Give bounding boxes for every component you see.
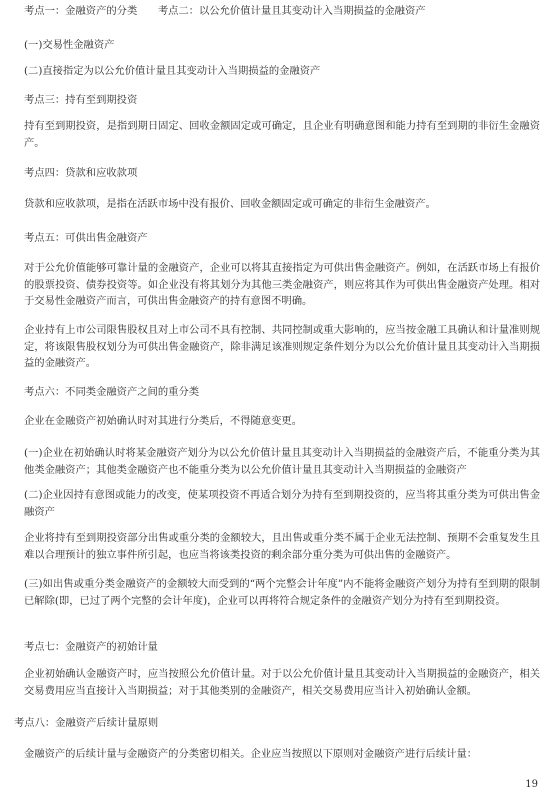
heading-points-1-2: 考点一：金融资产的分类 考点二：以公允价值计量且其变动计入当期损益的金融资产 [24,5,426,17]
paragraph-reclass-rule-3: (三)如出售或重分类金融资产的金额较大而受到的“两个完整会计年度”内不能将金融资产划分为持有至到期的限制已解除(即，已过了两个完整的会计年度)，企业可以再将符合规定条件的金融资产划分为持有至到期投资。 [24,578,540,607]
paragraph-loans-receivables: 贷款和应收款项，是指在活跃市场中没有报价、回收金额固定或可确定的非衍生金融资产。 [24,198,436,210]
paragraph-htm-sale: 企业将持有至到期投资部分出售或重分类的金额较大，且出售或重分类不属于企业无法控制、预期不会重复发生且难以合理预计的独立事件所引起，也应当将该类投资的剩余部分重分类为可供出售的金融资产。 [24,532,540,561]
item-trading-financial-assets: (一)交易性金融资产 [24,39,115,51]
heading-point-6: 考点六：不同类金融资产之间的重分类 [24,386,200,398]
paragraph-reclass-rule-1: (一)企业在初始确认时将某金融资产划分为以公允价值计量且其变动计入当期损益的金融资产后，不能重分类为其他类金融资产；其他类金融资产也不能重分类为以公允价值计量且其变动计入当期损益的金融资产 [24,447,540,476]
paragraph-no-arbitrary-change: 企业在金融资产初始确认时对其进行分类后，不得随意变更。 [24,415,303,427]
heading-point-3: 考点三：持有至到期投资 [24,94,138,106]
page-number: 19 [525,779,538,790]
paragraph-subsequent-measurement: 金融资产的后续计量与金融资产的分类密切相关。企业应当按照以下原则对金融资产进行后续计量： [24,748,478,760]
paragraph-afs-definition: 对于公允价值能够可靠计量的金融资产，企业可以将其直接指定为可供出售金融资产。例如，在活跃市场上有报价的股票投资、债券投资等。如企业没有将其划分为其他三类金融资产，则应将其作为可供出售金融资产处理。相对于交易性金融资产而言，可供出售金融资产的持有意图不明确。 [24,262,540,307]
paragraph-reclass-rule-2: (二)企业因持有意图或能力的改变，使某项投资不再适合划分为持有至到期投资的，应当将其重分类为可供出售金融资产 [24,489,540,518]
heading-point-8: 考点八：金融资产后续计量原则 [14,717,159,729]
paragraph-htm-definition: 持有至到期投资，是指到期日固定、回收金额固定或可确定，且企业有明确意图和能力持有至到期的非衍生金融资产。 [24,120,540,149]
paragraph-initial-measurement: 企业初始确认金融资产时，应当按照公允价值计量。对于以公允价值计量且其变动计入当期损益的金融资产，相关交易费用应当直接计入当期损益；对于其他类别的金融资产，相关交易费用应当计入初始确认金额。 [24,668,540,697]
heading-point-7: 考点七：金融资产的初始计量 [24,641,158,653]
heading-point-4: 考点四：贷款和应收款项 [24,167,138,179]
paragraph-restricted-shares: 企业持有上市公司限售股权且对上市公司不具有控制、共同控制或重大影响的，应当按金融工具确认和计量准则规定，将该限售股权划分为可供出售金融资产，除非满足该准则规定条件划分为以公允价值计量且其变动计入当期损益的金融资产。 [24,324,540,369]
heading-point-5: 考点五：可供出售金融资产 [24,232,148,244]
item-designated-fvtpl: (二)直接指定为以公允价值计量且其变动计入当期损益的金融资产 [24,65,321,77]
